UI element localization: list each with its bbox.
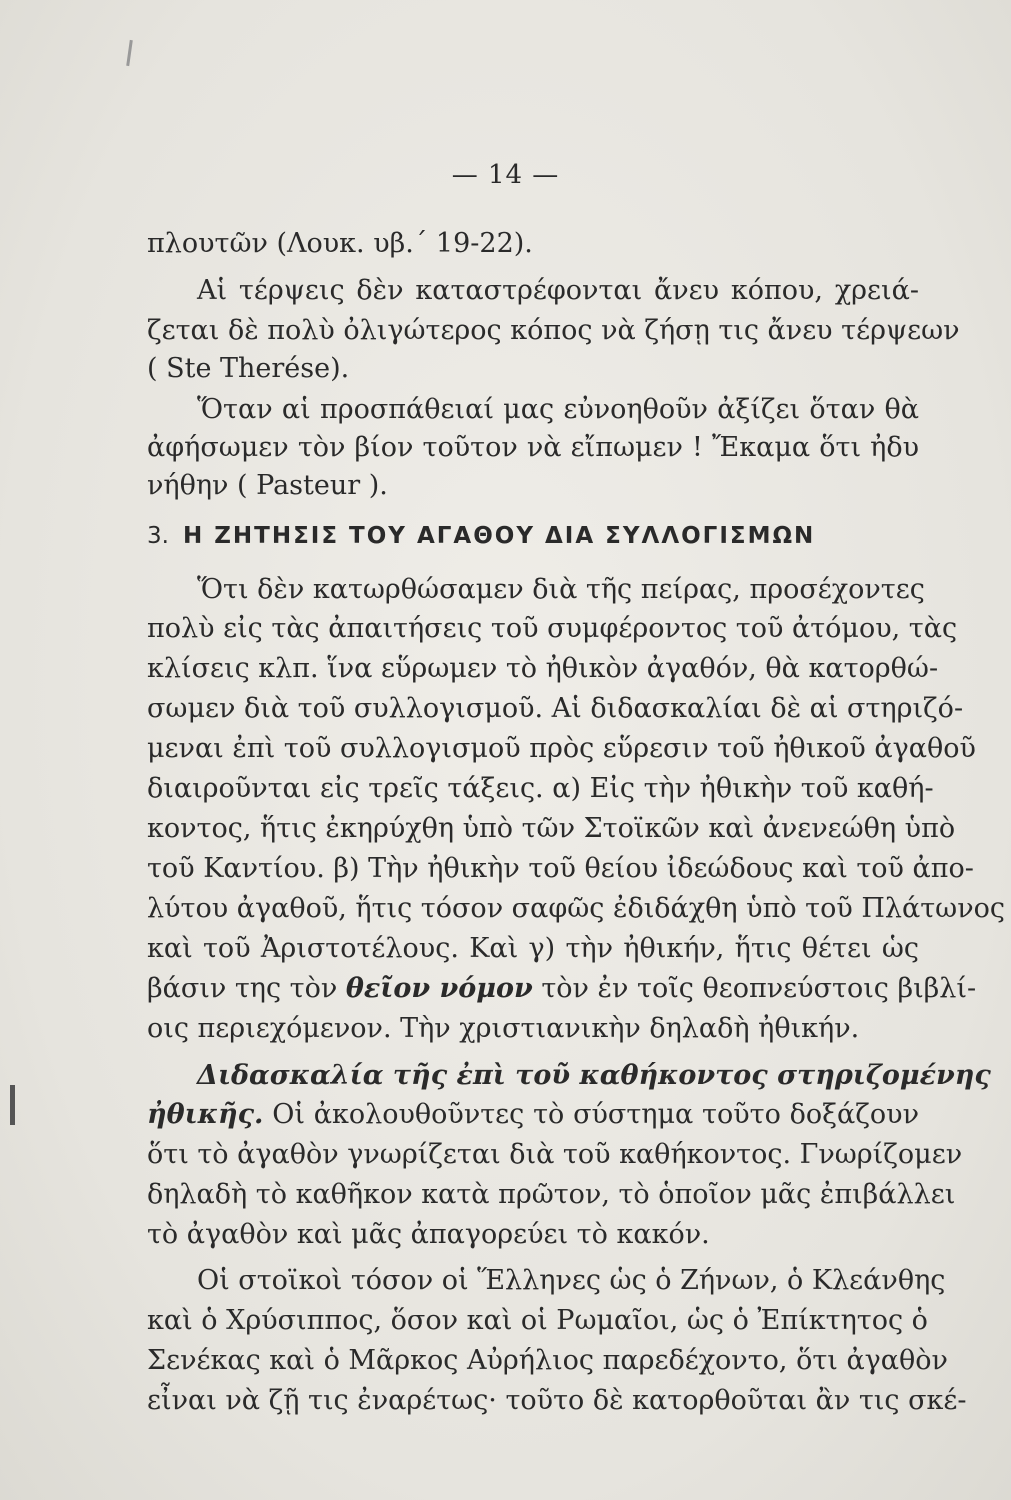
text-line: νήθην ( Pasteur ). bbox=[147, 470, 388, 501]
text-line: τοῦ Καντίου. β) Τὴν ἠθικὴν τοῦ θείου ἰδεώδους καὶ τοῦ ἀπο- bbox=[147, 853, 974, 884]
section-title: Η ΖΗΤΗΣΙΣ ΤΟΥ ΑΓΑΘΟΥ ΔΙΑ ΣΥΛΛΟΓΙΣΜΩΝ bbox=[182, 523, 816, 549]
text-line: Ὅταν αἱ προσπάθειαί μας εὐνοηθοῦν ἀξίζει ὅταν θὰ bbox=[197, 394, 919, 425]
text-line: κλίσεις κλπ. ἵνα εὕρωμεν τὸ ἠθικὸν ἀγαθόν, θὰ κατορθώ- bbox=[147, 653, 939, 684]
text-line: εἶναι νὰ ζῇ τις ἐναρέτως· τοῦτο δὲ κατορθοῦται ἂν τις σκέ- bbox=[147, 1385, 967, 1416]
text-line: κοντος, ἥτις ἐκηρύχθη ὑπὸ τῶν Στοϊκῶν καὶ ἀνενεώθη ὑπὸ bbox=[147, 813, 956, 844]
text-line: Σενέκας καὶ ὁ Μᾶρκος Αὐρήλιος παρεδέχοντο, ὅτι ἀγαθὸν bbox=[147, 1345, 948, 1376]
text-line: ἀφήσωμεν τὸν βίον τοῦτον νὰ εἴπωμεν ! Ἔκαμα ὅτι ἠδυ bbox=[147, 432, 919, 463]
emphasis-text: θεῖον νόμον bbox=[345, 973, 533, 1004]
text-line: ὅτι τὸ ἀγαθὸν γνωρίζεται διὰ τοῦ καθήκοντος. Γνωρίζομεν bbox=[147, 1139, 963, 1170]
text-line: μεναι ἐπὶ τοῦ συλλογισμοῦ πρὸς εὕρεσιν τοῦ ἠθικοῦ ἀγαθοῦ bbox=[147, 733, 976, 764]
text-line: καὶ τοῦ Ἀριστοτέλους. Καὶ γ) τὴν ἠθικήν, ἥτις θέτει ὡς bbox=[147, 933, 919, 964]
text-line: δηλαδὴ τὸ καθῆκον κατὰ πρῶτον, τὸ ὁποῖον μᾶς ἐπιβάλλει bbox=[147, 1179, 956, 1210]
text-line bbox=[147, 971, 977, 1007]
text-fragment: τὸν ἐν τοῖς θεοπνεύστοις βιβλί- bbox=[541, 973, 977, 1004]
text-fragment: βάσιν της τὸν bbox=[147, 973, 338, 1004]
text-line: Ὅτι δὲν κατωρθώσαμεν διὰ τῆς πείρας, προσέχοντες bbox=[197, 574, 925, 605]
text-line: πολὺ εἰς τὰς ἀπαιτήσεις τοῦ συμφέροντος τοῦ ἀτόμου, τὰς bbox=[147, 613, 958, 644]
margin-mark bbox=[126, 40, 133, 66]
text-fragment: Οἱ ἀκολουθοῦντες τὸ σύστημα τοῦτο δοξάζουν bbox=[272, 1099, 919, 1130]
text-line bbox=[147, 1097, 919, 1133]
text-line: Αἱ τέρψεις δὲν καταστρέφονται ἄνευ κόπου, χρειά- bbox=[197, 275, 919, 306]
text-line: ( Ste Therése). bbox=[147, 353, 350, 384]
text-line: πλουτῶν (Λουκ. υβ.΄ 19-22). bbox=[147, 228, 533, 259]
text-line: λύτου ἀγαθοῦ, ἥτις τόσον σαφῶς ἐδιδάχθη ὑπὸ τοῦ Πλάτωνος bbox=[147, 893, 1005, 924]
section-heading bbox=[147, 518, 927, 554]
text-line: διαιροῦνται εἰς τρεῖς τάξεις. α) Εἰς τὴν ἠθικὴν τοῦ καθή- bbox=[147, 773, 934, 804]
section-number: 3. bbox=[147, 523, 169, 549]
page-number: — 14 — bbox=[451, 160, 560, 190]
text-line: ζεται δὲ πολὺ ὀλιγώτερος κόπος νὰ ζήσῃ τις ἄνευ τέρψεων bbox=[147, 315, 960, 346]
text-line: καὶ ὁ Χρύσιππος, ὅσον καὶ οἱ Ρωμαῖοι, ὡς ὁ Ἐπίκτητος ὁ bbox=[147, 1305, 928, 1336]
text-line: τὸ ἀγαθὸν καὶ μᾶς ἀπαγορεύει τὸ κακόν. bbox=[147, 1219, 710, 1250]
text-line: οις περιεχόμενον. Τὴν χριστιανικὴν δηλαδὴ ἠθικήν. bbox=[147, 1013, 860, 1044]
margin-mark bbox=[10, 1085, 15, 1125]
text-line: σωμεν διὰ τοῦ συλλογισμοῦ. Αἱ διδασκαλίαι δὲ αἱ στηριζό- bbox=[147, 693, 964, 724]
text-line: Οἱ στοϊκοὶ τόσον οἱ Ἕλληνες ὡς ὁ Ζήνων, ὁ Κλεάνθης bbox=[197, 1265, 946, 1296]
subheading: Διδασκαλία τῆς ἐπὶ τοῦ καθήκοντος στηριζομένης bbox=[197, 1060, 991, 1091]
emphasis-text: ἠθικῆς. bbox=[147, 1099, 264, 1130]
